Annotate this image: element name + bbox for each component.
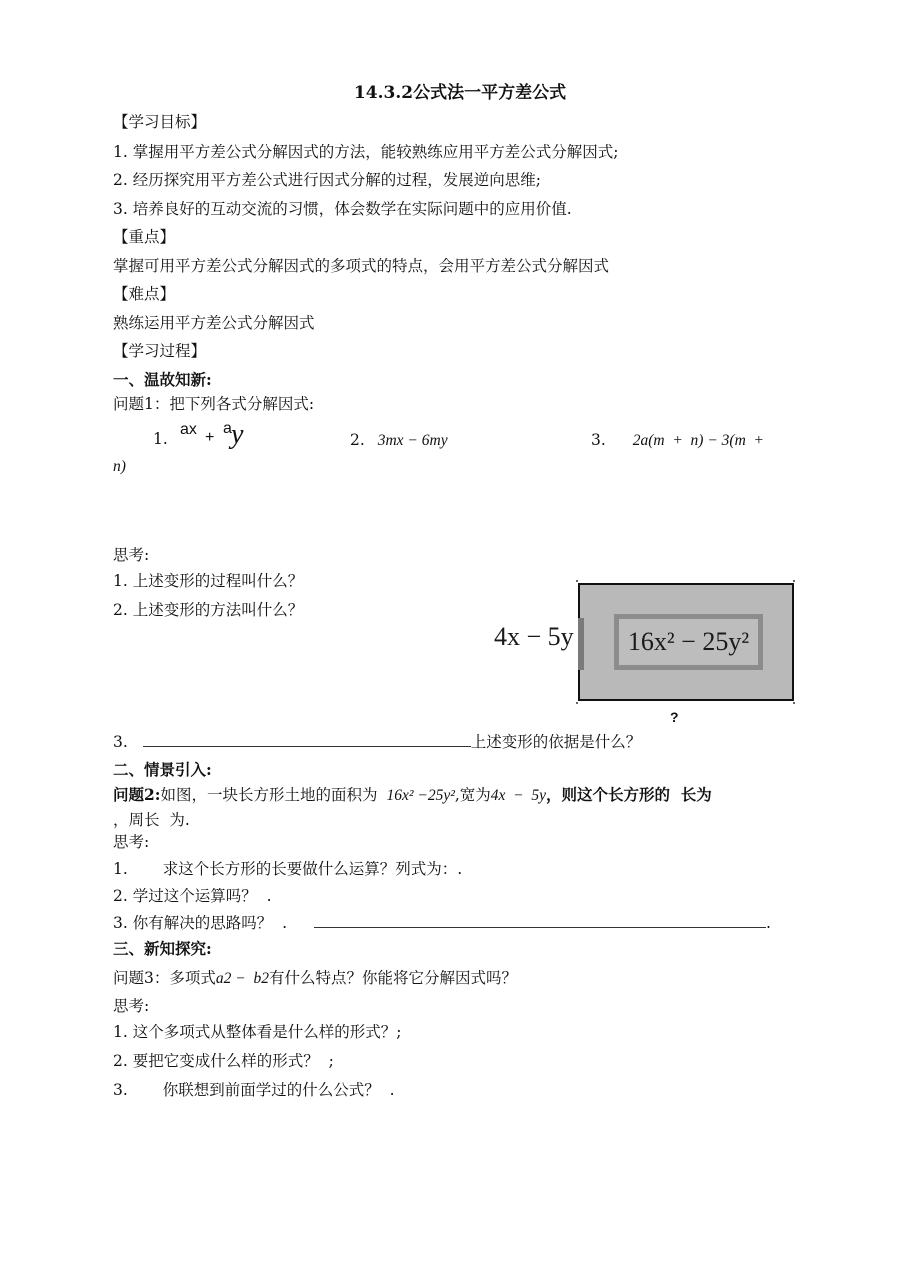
question-2-label: 问题2: [113, 785, 161, 804]
think-label-3: 思考: [113, 997, 150, 1015]
exercise-2-number: 2. [350, 431, 365, 449]
corner-dot [576, 580, 578, 582]
area-label-box [614, 614, 763, 670]
area-label: 16x² − 25y² [627, 627, 750, 656]
exercise-1-y: y [231, 419, 244, 450]
answer-blank[interactable] [143, 731, 471, 747]
process-heading: 【学习过程】 [113, 342, 207, 360]
think-2-item-3 [113, 912, 771, 933]
exercise-1-plus: + [205, 429, 215, 446]
think-1-item-3-text: 上述变形的依据是什么？ [470, 733, 642, 751]
think-2-item-1-number: 1. [113, 860, 128, 878]
question-3-text-a: 问题3：多项式 [113, 969, 216, 987]
think-label-2: 思考: [113, 833, 150, 851]
question-2 [113, 785, 712, 806]
exercise-3-expr: 2a(m + n) − 3(m + [632, 432, 764, 449]
question-3-math: a2 − b2 [215, 970, 269, 987]
question-3-text-b: 有什么特点？你能将它分解因式吗？ [268, 969, 517, 987]
question-2-text-c: ，则这个长方形的 长为 [546, 785, 712, 804]
think-1-item-1: 1. 上述变形的过程叫什么？ [113, 572, 304, 590]
corner-dot [793, 702, 795, 704]
exercise-1-a: a [223, 420, 232, 437]
exercise-1-number: 1. [153, 430, 168, 448]
width-label: 4x − 5y [494, 622, 574, 651]
think-label-1: 思考: [113, 546, 150, 564]
think-1-item-3 [113, 731, 641, 752]
section-3-heading: 三、新知探究: [113, 939, 212, 958]
exercise-2-expr: 3mx − 6my [377, 432, 448, 449]
corner-dot [576, 702, 578, 704]
question-2-text-a: 如图，一块长方形土地的面积为 [160, 786, 378, 804]
think-3-item-3-text: 你联想到前面学过的什么公式？ . [162, 1081, 395, 1099]
section-2-heading: 二、情景引入: [113, 760, 212, 779]
think-2-item-3-text: 3. 你有解决的思路吗？ . [113, 914, 287, 932]
question-2-width: 4x − 5y [490, 787, 547, 804]
key-point-text: 掌握可用平方差公式分解因式的多项式的特点，会用平方差公式分解因式 [113, 257, 610, 275]
objective-item-3: 3. 培养良好的互动交流的习惯，体会数学在实际问题中的应用价值. [113, 200, 572, 218]
question-1: 问题1：把下列各式分解因式: [113, 395, 315, 413]
objectives-heading: 【学习目标】 [113, 113, 207, 131]
exercise-2 [350, 430, 448, 451]
exercise-1-ax: ax [180, 421, 197, 438]
rectangle-edge-mark [578, 618, 584, 670]
page-title: 14.3.2公式法一平方差公式 [353, 83, 567, 103]
think-2-item-1-text: 求这个长方形的长要做什么运算？列式为：. [162, 860, 463, 878]
unknown-length-label: ? [670, 709, 679, 725]
think-3-item-3 [113, 1080, 395, 1100]
corner-dot [793, 580, 795, 582]
exercise-3 [591, 430, 764, 451]
key-point-heading: 【重点】 [113, 228, 176, 246]
think-2-item-1 [113, 859, 462, 879]
question-2-text-b: ,宽为 [454, 786, 491, 804]
think-3-item-3-number: 3. [113, 1081, 128, 1099]
think-1-item-3-number: 3. [113, 733, 128, 751]
question-2-area: 16x² −25y² [386, 787, 455, 804]
question-3 [113, 968, 517, 989]
think-3-item-2: 2. 要把它变成什么样的形式？ ; [113, 1052, 334, 1070]
answer-blank[interactable] [314, 912, 766, 928]
difficulty-text: 熟练运用平方差公式分解因式 [113, 314, 315, 332]
exercise-3-wrap: n) [113, 458, 126, 475]
objective-item-1: 1. 掌握用平方差公式分解因式的方法，能较熟练应用平方差公式分解因式; [113, 143, 619, 161]
think-2-item-3-end: . [765, 914, 771, 932]
section-1-heading: 一、温故知新: [113, 370, 212, 389]
think-3-item-1: 1. 这个多项式从整体看是什么样的形式？; [113, 1023, 402, 1041]
question-2-line-2: ，周长 为. [113, 811, 190, 829]
think-1-item-2: 2. 上述变形的方法叫什么？ [113, 601, 304, 619]
objective-item-2: 2. 经历探究用平方差公式进行因式分解的过程，发展逆向思维; [113, 171, 541, 189]
exercise-3-number: 3. [591, 431, 606, 449]
difficulty-heading: 【难点】 [113, 285, 176, 303]
think-2-item-2: 2. 学过这个运算吗？ . [113, 887, 272, 905]
